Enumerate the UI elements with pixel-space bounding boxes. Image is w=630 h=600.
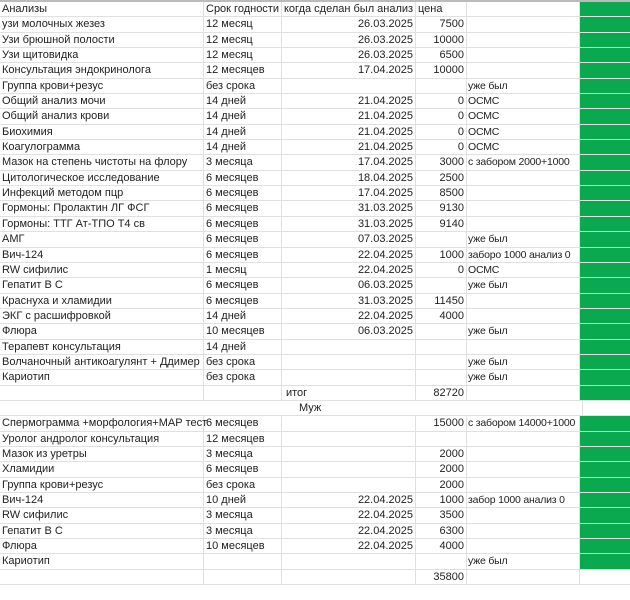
cell-price[interactable] <box>416 370 467 384</box>
table-row <box>0 263 630 278</box>
highlight-cell[interactable] <box>580 370 630 384</box>
highlight-cell[interactable] <box>580 309 630 323</box>
cell-date[interactable]: 21.04.2025 <box>282 140 416 154</box>
cell-validity[interactable] <box>204 554 282 568</box>
cell-name[interactable]: Группа крови+резус <box>0 478 204 492</box>
cell-note[interactable]: с забором 2000+1000 <box>467 155 580 169</box>
cell-price[interactable]: 10000 <box>416 33 467 47</box>
cell-validity[interactable]: 12 месяцев <box>204 432 282 446</box>
table-row <box>0 447 630 462</box>
cell-price[interactable]: 8500 <box>416 186 467 200</box>
cell-price[interactable] <box>416 355 467 369</box>
cell[interactable] <box>467 386 580 400</box>
cell-name[interactable]: Краснуха и хламидии <box>0 294 204 308</box>
table-row <box>0 79 630 94</box>
total-value[interactable]: 35800 <box>416 570 467 584</box>
table-row <box>0 508 630 523</box>
highlight-cell[interactable] <box>580 386 630 400</box>
cell-name[interactable]: Хламидии <box>0 462 204 476</box>
cell-date[interactable]: 22.04.2025 <box>282 508 416 522</box>
table-row <box>0 524 630 539</box>
cell-date[interactable]: 22.04.2025 <box>282 248 416 262</box>
highlight-cell[interactable] <box>580 186 630 200</box>
cell-validity[interactable]: без срока <box>204 355 282 369</box>
cell-name[interactable]: RW сифилис <box>0 508 204 522</box>
highlight-cell[interactable] <box>580 140 630 154</box>
cell-date[interactable] <box>282 79 416 93</box>
cell-note[interactable]: уже был <box>467 370 580 384</box>
cell-name[interactable]: Вич-124 <box>0 248 204 262</box>
cell-date[interactable]: 21.04.2025 <box>282 94 416 108</box>
highlight-cell[interactable] <box>580 17 630 31</box>
highlight-cell[interactable] <box>580 508 630 522</box>
cell-validity[interactable]: 12 месяц <box>204 33 282 47</box>
cell-name[interactable]: Инфекций методом пцр <box>0 186 204 200</box>
cell-note[interactable] <box>467 33 580 47</box>
cell-name[interactable]: Спермограмма +морфология+МАР тест <box>2 417 208 430</box>
cell-name[interactable]: Вич-124 <box>0 493 204 507</box>
table-row <box>0 125 630 140</box>
cell-date[interactable]: 21.04.2025 <box>282 125 416 139</box>
cell-validity[interactable]: 6 месяцев <box>204 248 282 262</box>
cell-validity[interactable]: 6 месяцев <box>204 186 282 200</box>
cell-note[interactable] <box>467 539 580 553</box>
header-price[interactable]: цена <box>416 2 467 16</box>
cell-validity[interactable]: 14 дней <box>204 125 282 139</box>
cell-validity[interactable]: 14 дней <box>204 140 282 154</box>
cell-price[interactable]: 3000 <box>416 155 467 169</box>
cell-date[interactable]: 22.04.2025 <box>282 309 416 323</box>
cell-validity[interactable]: 6 месяцев <box>204 416 282 430</box>
highlight-cell[interactable] <box>580 416 630 430</box>
highlight-cell[interactable] <box>580 232 630 246</box>
highlight-cell[interactable] <box>580 109 630 123</box>
cell-name[interactable]: Флюра <box>0 539 204 553</box>
cell-date[interactable] <box>282 355 416 369</box>
cell-date[interactable] <box>282 416 416 430</box>
cell-validity[interactable]: 12 месяц <box>204 17 282 31</box>
cell-note[interactable]: забор 1000 анализ 0 <box>467 493 580 507</box>
cell-date[interactable] <box>282 478 416 492</box>
table-row <box>0 493 630 508</box>
cell-note[interactable] <box>467 447 580 461</box>
highlight-cell[interactable] <box>580 171 630 185</box>
cell-date[interactable]: 22.04.2025 <box>282 493 416 507</box>
highlight-cell[interactable] <box>580 217 630 231</box>
female-total-row <box>0 386 630 401</box>
cell-price[interactable]: 0 <box>416 109 467 123</box>
cell-price[interactable] <box>416 232 467 246</box>
highlight-cell[interactable] <box>580 524 630 538</box>
table-row <box>0 554 630 569</box>
cell-name[interactable]: Мазок из уретры <box>0 447 204 461</box>
highlight-cell[interactable] <box>580 324 630 338</box>
cell-validity[interactable]: 12 месяц <box>204 48 282 62</box>
cell-note[interactable] <box>467 201 580 215</box>
cell-price[interactable]: 7500 <box>416 17 467 31</box>
cell-price[interactable]: 11450 <box>416 294 467 308</box>
cell-name[interactable]: Группа крови+резус <box>0 79 204 93</box>
cell-validity[interactable]: без срока <box>204 79 282 93</box>
highlight-cell[interactable] <box>580 94 630 108</box>
cell-name[interactable]: Гормоны: Пролактин ЛГ ФСГ <box>0 201 204 215</box>
cell-validity[interactable]: 6 месяцев <box>204 171 282 185</box>
table-row <box>0 33 630 48</box>
cell-validity[interactable]: 14 дней <box>204 309 282 323</box>
table-row <box>0 217 630 232</box>
highlight-cell[interactable] <box>580 63 630 77</box>
cell-date[interactable] <box>282 340 416 354</box>
cell-name[interactable]: Флюра <box>0 324 204 338</box>
cell-name[interactable]: Гепатит В С <box>0 278 204 292</box>
table-row <box>0 370 630 385</box>
table-row <box>0 63 630 78</box>
total-label[interactable]: итог <box>282 386 416 400</box>
cell-name[interactable]: Уролог андролог консультация <box>0 432 204 446</box>
cell-validity[interactable]: 6 месяцев <box>204 294 282 308</box>
cell-note[interactable]: уже был <box>467 324 580 338</box>
cell-validity[interactable]: 6 месяцев <box>204 462 282 476</box>
cell-name[interactable]: Кариотип <box>0 370 204 384</box>
table-row <box>0 355 630 370</box>
cell-date[interactable] <box>282 462 416 476</box>
cell-date[interactable] <box>282 370 416 384</box>
cell-name[interactable]: Биохимия <box>0 125 204 139</box>
cell-price[interactable]: 2000 <box>416 462 467 476</box>
highlight-cell[interactable] <box>580 432 630 446</box>
cell-date[interactable]: 26.03.2025 <box>282 48 416 62</box>
highlight-cell[interactable] <box>580 462 630 476</box>
cell-validity[interactable]: 14 дней <box>204 94 282 108</box>
cell-note[interactable] <box>467 508 580 522</box>
cell[interactable] <box>282 570 416 584</box>
cell-date[interactable]: 22.04.2025 <box>282 524 416 538</box>
cell-date[interactable]: 22.04.2025 <box>282 539 416 553</box>
cell-name[interactable]: Терапевт консультация <box>0 340 204 354</box>
cell-price[interactable]: 2000 <box>416 478 467 492</box>
highlight-cell[interactable] <box>580 155 630 169</box>
table-row <box>0 416 630 431</box>
cell-note[interactable] <box>467 186 580 200</box>
table-row <box>0 155 630 170</box>
cell-name[interactable]: Узи брюшной полости <box>0 33 204 47</box>
cell-date[interactable]: 26.03.2025 <box>282 17 416 31</box>
highlight-cell[interactable] <box>580 554 630 568</box>
table-row <box>0 17 630 32</box>
table-row <box>0 432 630 447</box>
highlight-cell[interactable] <box>580 447 630 461</box>
cell-name[interactable]: Мазок на степень чистоты на флору <box>0 155 204 169</box>
header-row <box>0 2 630 17</box>
cell-price[interactable]: 4000 <box>416 539 467 553</box>
cell-validity[interactable]: 3 месяца <box>204 524 282 538</box>
cell[interactable] <box>467 570 580 584</box>
header-validity[interactable]: Срок годности <box>204 2 282 16</box>
cell-price[interactable] <box>416 432 467 446</box>
cell[interactable] <box>431 401 478 415</box>
cell-validity[interactable]: 3 месяца <box>204 508 282 522</box>
cell-date[interactable]: 31.03.2025 <box>282 294 416 308</box>
cell-note[interactable] <box>467 309 580 323</box>
highlight-cell[interactable] <box>580 248 630 262</box>
cell-validity[interactable]: 3 месяца <box>204 447 282 461</box>
highlight-cell[interactable] <box>580 263 630 277</box>
highlight-cell[interactable] <box>580 294 630 308</box>
cell-date[interactable]: 06.03.2025 <box>282 324 416 338</box>
cell-validity[interactable]: 6 месяцев <box>204 278 282 292</box>
table-row <box>0 278 630 293</box>
highlight-cell[interactable] <box>580 355 630 369</box>
cell-name[interactable]: Гормоны: ТТГ Ат-ТПО Т4 св <box>0 217 204 231</box>
cell-note[interactable] <box>467 217 580 231</box>
cell-price[interactable] <box>416 79 467 93</box>
cell[interactable] <box>0 570 204 584</box>
cell-date[interactable] <box>282 432 416 446</box>
cell-validity[interactable]: 12 месяцев <box>204 63 282 77</box>
cell-price[interactable]: 0 <box>416 94 467 108</box>
table-row <box>0 171 630 186</box>
table-row <box>0 94 630 109</box>
cell-name[interactable]: ЭКГ с расшифровкой <box>0 309 204 323</box>
table-row <box>0 232 630 247</box>
cell-price[interactable]: 6300 <box>416 524 467 538</box>
male-section-row <box>0 401 630 416</box>
cell-note[interactable] <box>467 478 580 492</box>
cell-price[interactable]: 4000 <box>416 309 467 323</box>
cell-price[interactable] <box>416 278 467 292</box>
table-row <box>0 248 630 263</box>
cell-price[interactable]: 0 <box>416 140 467 154</box>
cell-name[interactable]: Консультация эндокринолога <box>0 63 204 77</box>
cell-note[interactable] <box>467 48 580 62</box>
highlight-cell[interactable] <box>580 2 630 16</box>
cell-price[interactable]: 15000 <box>416 416 467 430</box>
cell-note[interactable]: ОСМС <box>467 94 580 108</box>
cell-validity[interactable]: 3 месяца <box>204 155 282 169</box>
table-row <box>0 140 630 155</box>
cell-note[interactable] <box>467 340 580 354</box>
cell-date[interactable]: 31.03.2025 <box>282 201 416 215</box>
highlight-cell[interactable] <box>580 48 630 62</box>
cell-price[interactable] <box>416 324 467 338</box>
cell-name[interactable]: Общий анализ крови <box>0 109 204 123</box>
cell-name[interactable]: Гепатит В С <box>0 524 204 538</box>
cell-name[interactable]: Коагулограмма <box>0 140 204 154</box>
cell-date[interactable] <box>282 447 416 461</box>
cell[interactable] <box>583 401 630 415</box>
cell-note[interactable]: уже был <box>467 232 580 246</box>
cell-note[interactable]: уже был <box>467 278 580 292</box>
cell-date[interactable]: 31.03.2025 <box>282 217 416 231</box>
cell-note[interactable] <box>467 17 580 31</box>
cell-note[interactable] <box>467 171 580 185</box>
highlight-cell[interactable] <box>580 493 630 507</box>
cell-name[interactable]: АМГ <box>0 232 204 246</box>
male-section-title[interactable]: Муж <box>298 401 322 414</box>
cell-price[interactable] <box>416 340 467 354</box>
cell[interactable] <box>204 386 282 400</box>
cell-date[interactable]: 17.04.2025 <box>282 155 416 169</box>
cell-date[interactable]: 17.04.2025 <box>282 63 416 77</box>
cell-note[interactable] <box>467 462 580 476</box>
cell-price[interactable]: 2000 <box>416 447 467 461</box>
cell-date[interactable]: 17.04.2025 <box>282 186 416 200</box>
table-row <box>0 186 630 201</box>
spreadsheet <box>0 2 630 585</box>
header-name[interactable]: Анализы <box>0 2 204 16</box>
cell-name[interactable]: Цитологическое исследование <box>0 171 204 185</box>
cell-validity[interactable]: 14 дней <box>204 109 282 123</box>
cell-note[interactable]: уже был <box>467 355 580 369</box>
table-row <box>0 340 630 355</box>
table-row <box>0 109 630 124</box>
cell-validity[interactable]: без срока <box>204 478 282 492</box>
cell[interactable] <box>479 401 584 415</box>
cell-note[interactable] <box>467 294 580 308</box>
cell-price[interactable] <box>416 554 467 568</box>
cell-name[interactable]: Кариотип <box>0 554 204 568</box>
table-row <box>0 478 630 493</box>
table-row <box>0 539 630 554</box>
table-row <box>0 294 630 309</box>
cell-name[interactable]: Волчаночный антикоагулянт + Ддимер <box>0 355 204 369</box>
cell-note[interactable] <box>467 432 580 446</box>
highlight-cell[interactable] <box>580 278 630 292</box>
highlight-cell[interactable] <box>580 340 630 354</box>
table-row <box>0 309 630 324</box>
cell-validity[interactable]: 10 месяцев <box>204 539 282 553</box>
cell-name[interactable]: узи молочных жезез <box>0 17 204 31</box>
table-row <box>0 48 630 63</box>
cell-note[interactable]: уже был <box>467 554 580 568</box>
cell-price[interactable]: 1000 <box>416 493 467 507</box>
highlight-cell[interactable] <box>580 33 630 47</box>
cell-price[interactable]: 9130 <box>416 201 467 215</box>
cell[interactable] <box>0 401 189 415</box>
cell-note[interactable]: ОСМС <box>467 263 580 277</box>
cell-validity[interactable]: 14 дней <box>204 340 282 354</box>
cell-note[interactable] <box>467 524 580 538</box>
cell-name[interactable]: Узи щитовидка <box>0 48 204 62</box>
cell-validity[interactable]: 10 месяцев <box>204 324 282 338</box>
cell-note[interactable]: ОСМС <box>467 109 580 123</box>
cell-note[interactable]: ОСМС <box>467 140 580 154</box>
table-row <box>0 462 630 477</box>
cell-name[interactable]: Общий анализ мочи <box>0 94 204 108</box>
cell-date[interactable]: 07.03.2025 <box>282 232 416 246</box>
cell-date[interactable] <box>282 554 416 568</box>
cell-validity[interactable]: 10 дней <box>204 493 282 507</box>
cell-price[interactable]: 3500 <box>416 508 467 522</box>
cell-price[interactable]: 10000 <box>416 63 467 77</box>
cell-validity[interactable]: 1 месяц <box>204 263 282 277</box>
cell-note[interactable]: заборо 1000 анализ 0 <box>467 248 580 262</box>
male-total-row <box>0 570 630 585</box>
cell-price[interactable]: 1000 <box>416 248 467 262</box>
highlight-cell[interactable] <box>580 79 630 93</box>
cell-date[interactable]: 18.04.2025 <box>282 171 416 185</box>
cell[interactable] <box>580 570 630 584</box>
cell-price[interactable]: 0 <box>416 125 467 139</box>
cell[interactable] <box>204 570 282 584</box>
cell-date[interactable]: 26.03.2025 <box>282 33 416 47</box>
cell-date[interactable]: 22.04.2025 <box>282 263 416 277</box>
highlight-cell[interactable] <box>580 478 630 492</box>
highlight-cell[interactable] <box>580 201 630 215</box>
cell-validity[interactable]: 6 месяцев <box>204 217 282 231</box>
header-note[interactable] <box>467 2 580 16</box>
highlight-cell[interactable] <box>580 125 630 139</box>
cell-validity[interactable]: 6 месяцев <box>204 201 282 215</box>
cell-note[interactable]: ОСМС <box>467 125 580 139</box>
table-row <box>0 201 630 216</box>
cell[interactable] <box>0 386 204 400</box>
cell-date[interactable]: 06.03.2025 <box>282 278 416 292</box>
cell-price[interactable]: 6500 <box>416 48 467 62</box>
cell-validity[interactable]: без срока <box>204 370 282 384</box>
cell-date[interactable]: 21.04.2025 <box>282 109 416 123</box>
header-date[interactable]: когда сделан был анализ <box>282 2 416 16</box>
cell-validity[interactable]: 6 месяцев <box>204 232 282 246</box>
cell-price[interactable]: 0 <box>416 263 467 277</box>
total-value[interactable]: 82720 <box>416 386 467 400</box>
cell-note[interactable] <box>467 63 580 77</box>
cell-note[interactable]: уже был <box>467 79 580 93</box>
cell-name[interactable]: RW сифилис <box>0 263 204 277</box>
table-row <box>0 324 630 339</box>
highlight-cell[interactable] <box>580 539 630 553</box>
cell-price[interactable]: 2500 <box>416 171 467 185</box>
cell-price[interactable]: 9140 <box>416 217 467 231</box>
cell-note[interactable]: с забором 14000+1000 <box>467 416 580 430</box>
